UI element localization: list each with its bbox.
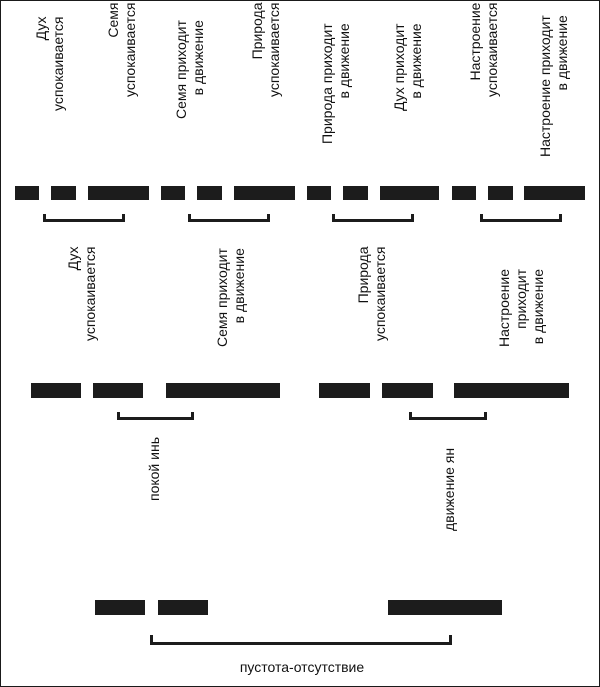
r2-seg	[319, 383, 370, 398]
r3-seg	[95, 600, 145, 615]
r2-seg	[382, 383, 433, 398]
row1-label-3: Природа успокаивается	[249, 2, 282, 97]
r1-seg	[488, 186, 513, 200]
row1-label-1: Семя успокаивается	[105, 2, 138, 97]
r1-seg	[234, 186, 295, 200]
r1-seg	[524, 186, 585, 200]
r2-seg	[93, 383, 143, 398]
r1-seg	[88, 186, 149, 200]
r1-seg	[51, 186, 76, 200]
r1-bracket	[43, 214, 125, 222]
r1-bracket	[480, 214, 562, 222]
row2-label-1: Семя приходит в движение	[214, 248, 247, 347]
row1-label-7: Настроение приходит в движение	[537, 15, 570, 157]
r1-seg	[197, 186, 222, 200]
r3-seg	[158, 600, 208, 615]
r2-bracket	[409, 412, 487, 420]
row2-label-0: Дух успокаивается	[65, 246, 98, 341]
r2-bracket	[117, 412, 194, 420]
bottom-label: пустота-отсутствие	[239, 659, 365, 675]
r1-seg	[161, 186, 185, 200]
row1-label-5: Дух приходит в движение	[391, 23, 424, 111]
bottom-bracket	[150, 635, 452, 645]
row1-label-0: Дух успокаивается	[33, 16, 66, 111]
r1-seg	[452, 186, 476, 200]
r2-seg	[454, 383, 569, 398]
r1-seg	[380, 186, 439, 200]
r3-seg	[388, 600, 502, 615]
row1-label-6: Настроение успокаивается	[467, 2, 500, 97]
row1-label-4: Природа приходит в движение	[319, 23, 352, 144]
row3-label-0: покой инь	[146, 437, 162, 501]
r1-seg	[15, 186, 39, 200]
r1-bracket	[188, 214, 270, 222]
row1-label-2: Семя приходит в движение	[173, 20, 206, 119]
r2-seg	[166, 383, 280, 398]
r1-bracket	[332, 214, 414, 222]
row2-label-3: Настроение приходит в движение	[496, 268, 546, 347]
row3-label-1: движение ян	[441, 447, 457, 531]
r2-seg	[31, 383, 81, 398]
r1-seg	[307, 186, 331, 200]
r1-seg	[343, 186, 368, 200]
row2-label-2: Природа успокаивается	[355, 246, 388, 341]
